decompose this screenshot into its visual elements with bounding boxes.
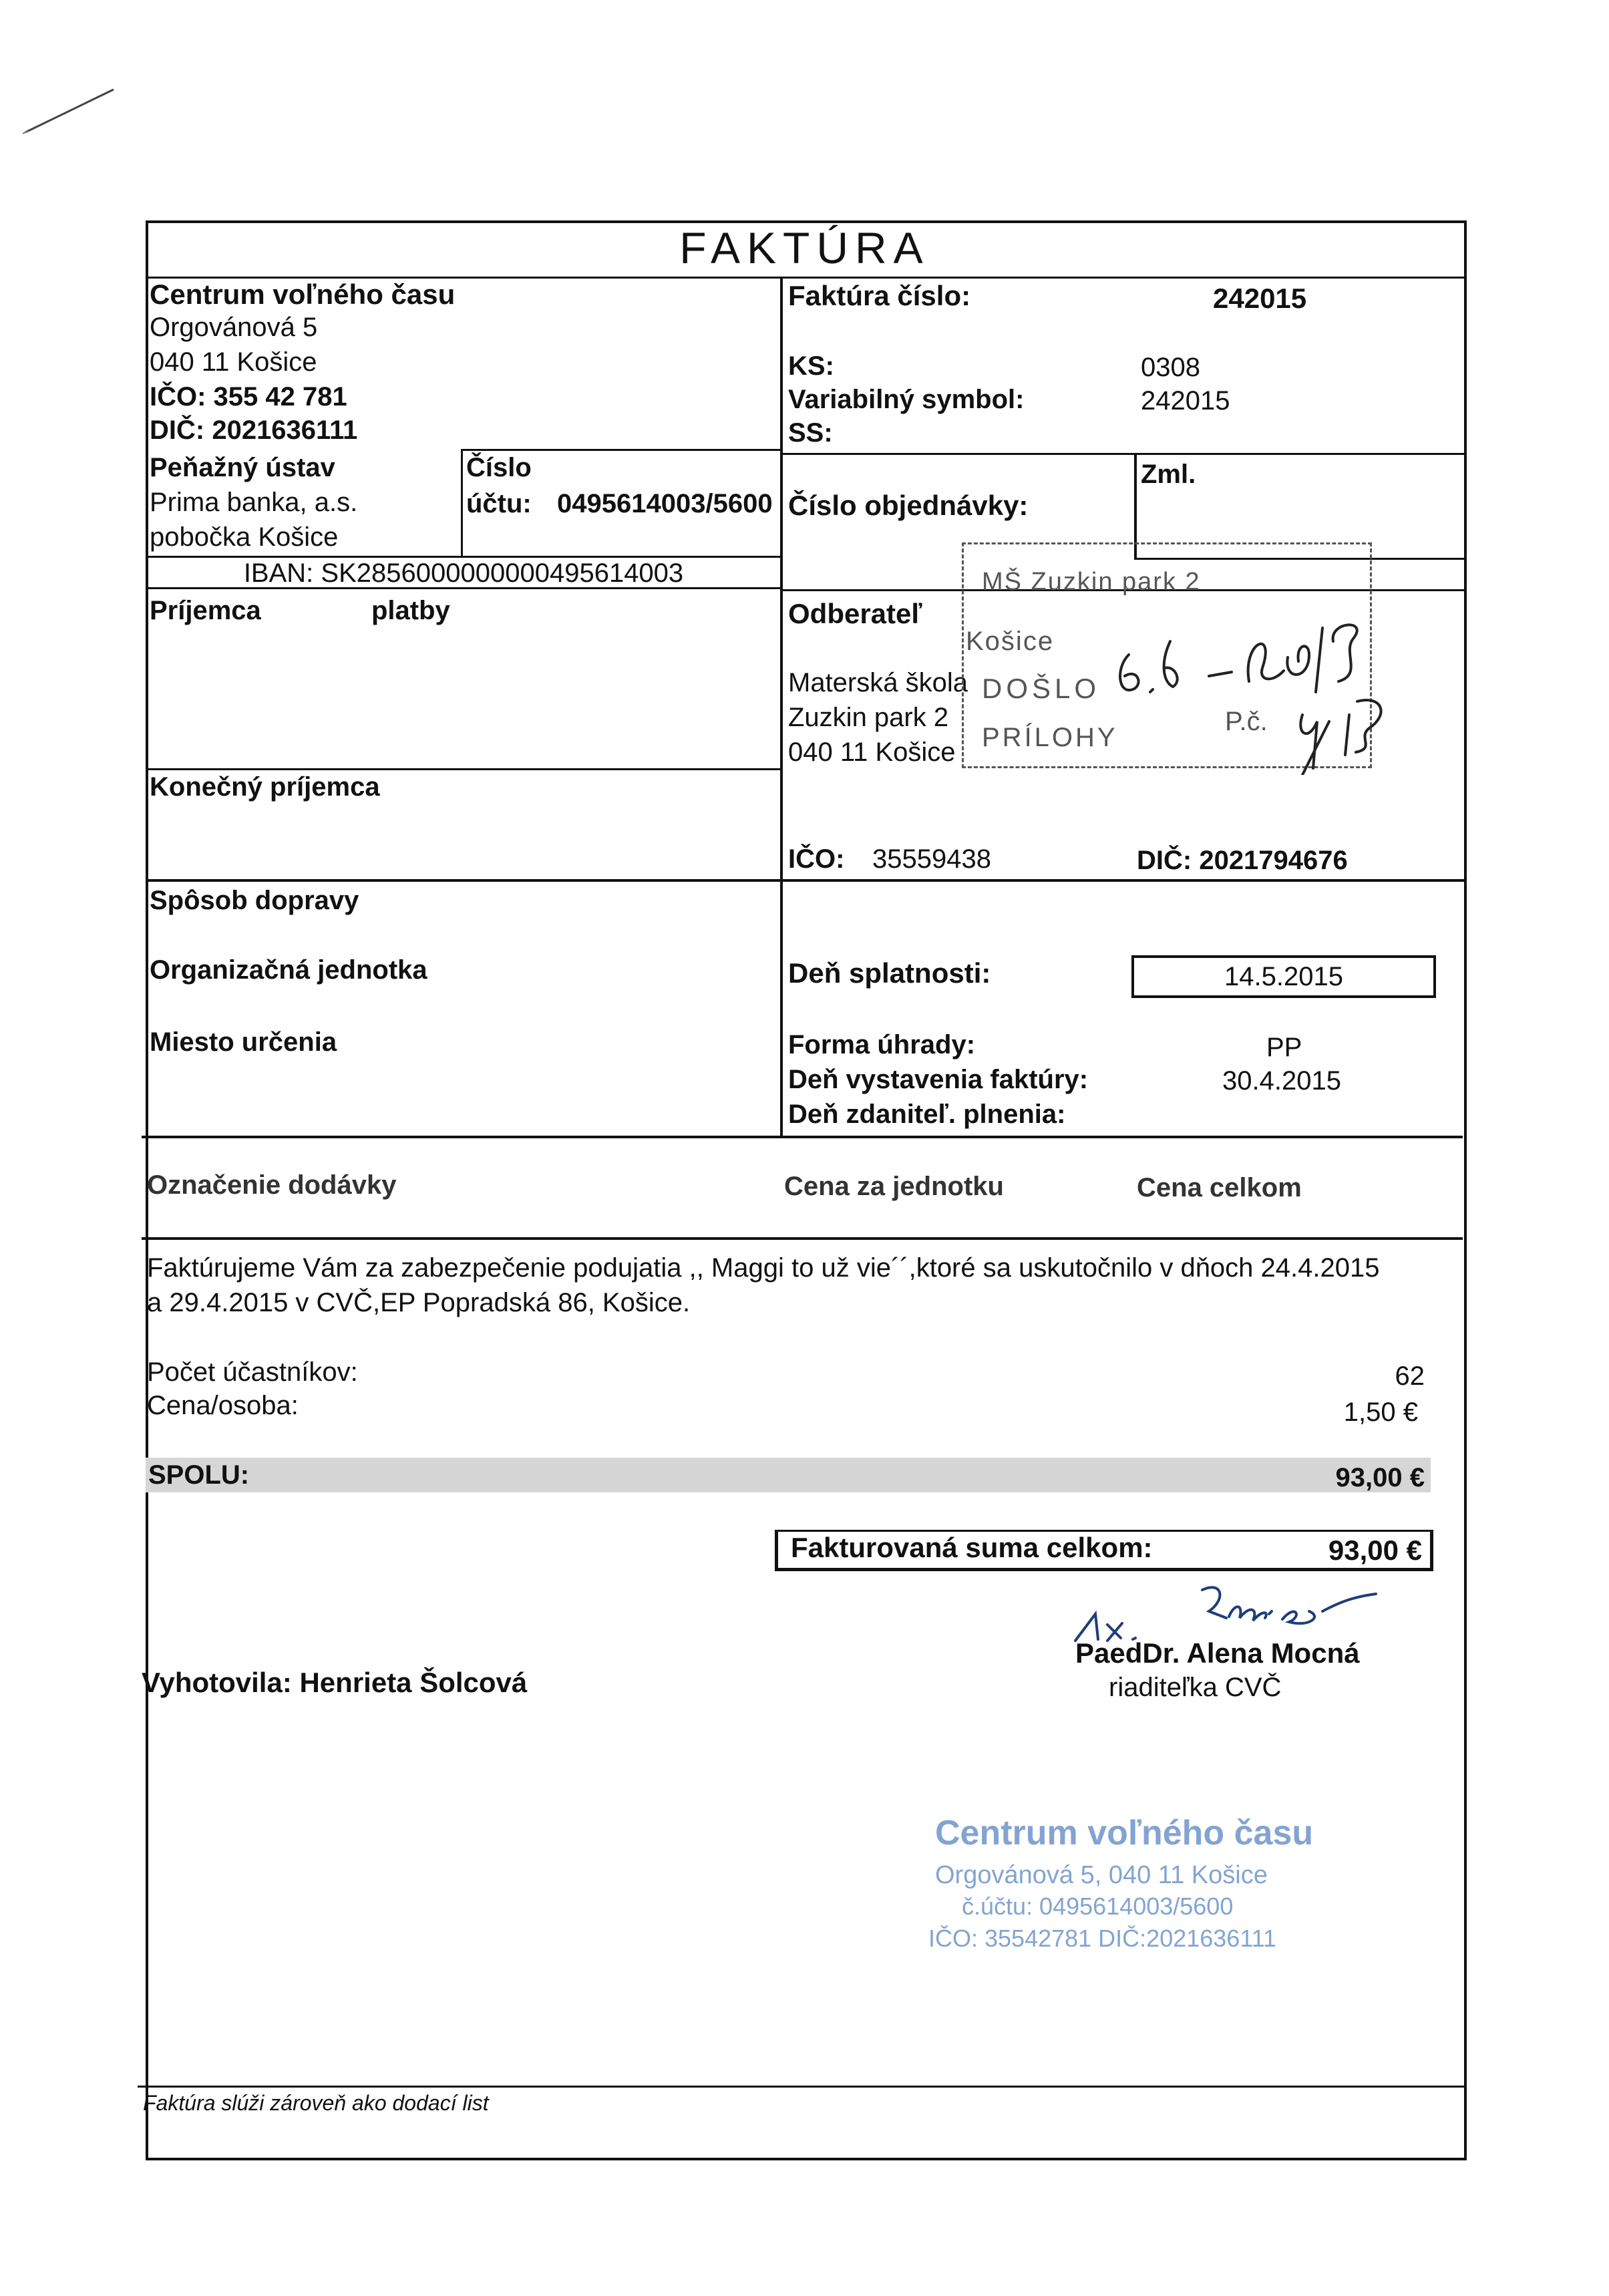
items-header-description: Označenie dodávky [147, 1170, 397, 1200]
invoice-number: 242015 [1213, 283, 1307, 314]
issue-label: Deň vystavenia faktúry: [788, 1065, 1089, 1094]
invoiced-value: 93,00 € [1328, 1534, 1422, 1566]
supplier-dic: DIČ: 2021636111 [150, 416, 358, 445]
due-date: 14.5.2015 [1224, 962, 1343, 991]
customer-label: Odberateľ [788, 598, 922, 629]
org-stamp-line4: IČO: 35542781 DIČ:2021636111 [928, 1925, 1277, 1952]
body-line-2: a 29.4.2015 v CVČ,EP Popradská 86, Košice. [147, 1288, 691, 1317]
organization-stamp [928, 1810, 1329, 1964]
received-stamp-line3: DOŠLO [982, 673, 1101, 704]
received-stamp-line1: MŠ Zuzkin park 2 [982, 568, 1201, 596]
payment-value: PP [1266, 1033, 1302, 1062]
items-header-total: Cena celkom [1137, 1173, 1302, 1202]
director-role: riaditeľka CVČ [1109, 1673, 1282, 1702]
taxable-label: Deň zdaniteľ. plnenia: [788, 1100, 1066, 1129]
participants-label: Počet účastníkov: [147, 1357, 358, 1387]
prepared-by: Vyhotovila: Henrieta Šolcová [142, 1667, 528, 1698]
participants-value: 62 [1395, 1361, 1425, 1391]
center-divider [780, 277, 783, 1138]
due-label: Deň splatnosti: [788, 957, 991, 989]
customer-ico-label: IČO: [788, 844, 845, 874]
org-stamp-line2: Orgovánová 5, 040 11 Košice [935, 1861, 1268, 1889]
body-line-1: Faktúrujeme Vám za zabezpečenie podujatia ,, Maggi to už vie´´,ktoré sa uskutočnilo v dňoch 24.4.2015 [147, 1253, 1380, 1283]
delivery-top-line [146, 879, 1467, 882]
customer-dic: DIČ: 2021794676 [1137, 846, 1348, 875]
customer-street: Zuzkin park 2 [788, 703, 949, 732]
org-stamp-line1: Centrum voľného času [935, 1814, 1314, 1852]
account-number: 0495614003/5600 [557, 489, 773, 518]
ss-label: SS: [788, 418, 833, 448]
invoice-title: FAKTÚRA [679, 223, 930, 273]
account-label-2: účtu: [466, 489, 532, 518]
footer-line [138, 2086, 1465, 2088]
vs-value: 242015 [1141, 386, 1230, 416]
footer-note: Faktúra slúži zároveň ako dodací list [143, 2091, 489, 2115]
order-label: Číslo objednávky: [788, 490, 1029, 521]
payee-label-2: platby [371, 596, 450, 625]
payment-label: Forma úhrady: [788, 1030, 976, 1059]
supplier-name: Centrum voľného času [150, 279, 456, 310]
customer-name: Materská škola [788, 668, 968, 697]
received-stamp-line2: Košice [966, 627, 1055, 656]
invoice-number-label: Faktúra číslo: [788, 280, 971, 311]
payee-divider [146, 768, 781, 770]
received-stamp-line5: P.č. [1225, 707, 1268, 736]
transport-label: Spôsob dopravy [150, 886, 359, 915]
iban: IBAN: SK2856000000000495614003 [243, 558, 684, 588]
price-value: 1,50 € [1343, 1398, 1418, 1427]
vs-label: Variabilný symbol: [788, 385, 1025, 414]
payee-label-1: Príjemca [150, 596, 261, 625]
price-label: Cena/osoba: [147, 1391, 299, 1420]
customer-ico: 35559438 [872, 844, 991, 874]
ks-value: 0308 [1141, 353, 1200, 382]
issue-value: 30.4.2015 [1222, 1066, 1341, 1096]
supplier-ico: IČO: 355 42 781 [150, 382, 347, 412]
contract-label: Zml. [1141, 460, 1196, 489]
destination-label: Miesto určenia [150, 1027, 337, 1057]
director-name: PaedDr. Alena Mocná [1075, 1637, 1360, 1669]
ks-label: KS: [788, 351, 834, 381]
org-stamp-line3: č.účtu: 0495614003/5600 [962, 1893, 1234, 1920]
received-stamp-handwriting [1109, 601, 1396, 775]
pen-mark [20, 80, 120, 140]
supplier-city: 040 11 Košice [150, 347, 317, 377]
items-header-unit-price: Cena za jednotku [784, 1172, 1004, 1201]
sum-band [146, 1458, 1431, 1492]
account-label-1: Číslo [466, 453, 532, 482]
supplier-street: Orgovánová 5 [150, 313, 318, 342]
sum-label: SPOLU: [148, 1460, 250, 1490]
final-payee-label: Konečný príjemca [150, 772, 380, 802]
unit-label: Organizačná jednotka [150, 955, 427, 985]
sum-value: 93,00 € [1335, 1463, 1425, 1492]
invoiced-label: Fakturovaná suma celkom: [791, 1532, 1153, 1563]
bank-label: Peňažný ústav [150, 453, 335, 482]
bank-branch: pobočka Košice [150, 522, 339, 552]
received-stamp-line4: PRÍLOHY [982, 723, 1118, 752]
customer-city: 040 11 Košice [788, 737, 956, 767]
bank-name: Prima banka, a.s. [150, 488, 358, 517]
